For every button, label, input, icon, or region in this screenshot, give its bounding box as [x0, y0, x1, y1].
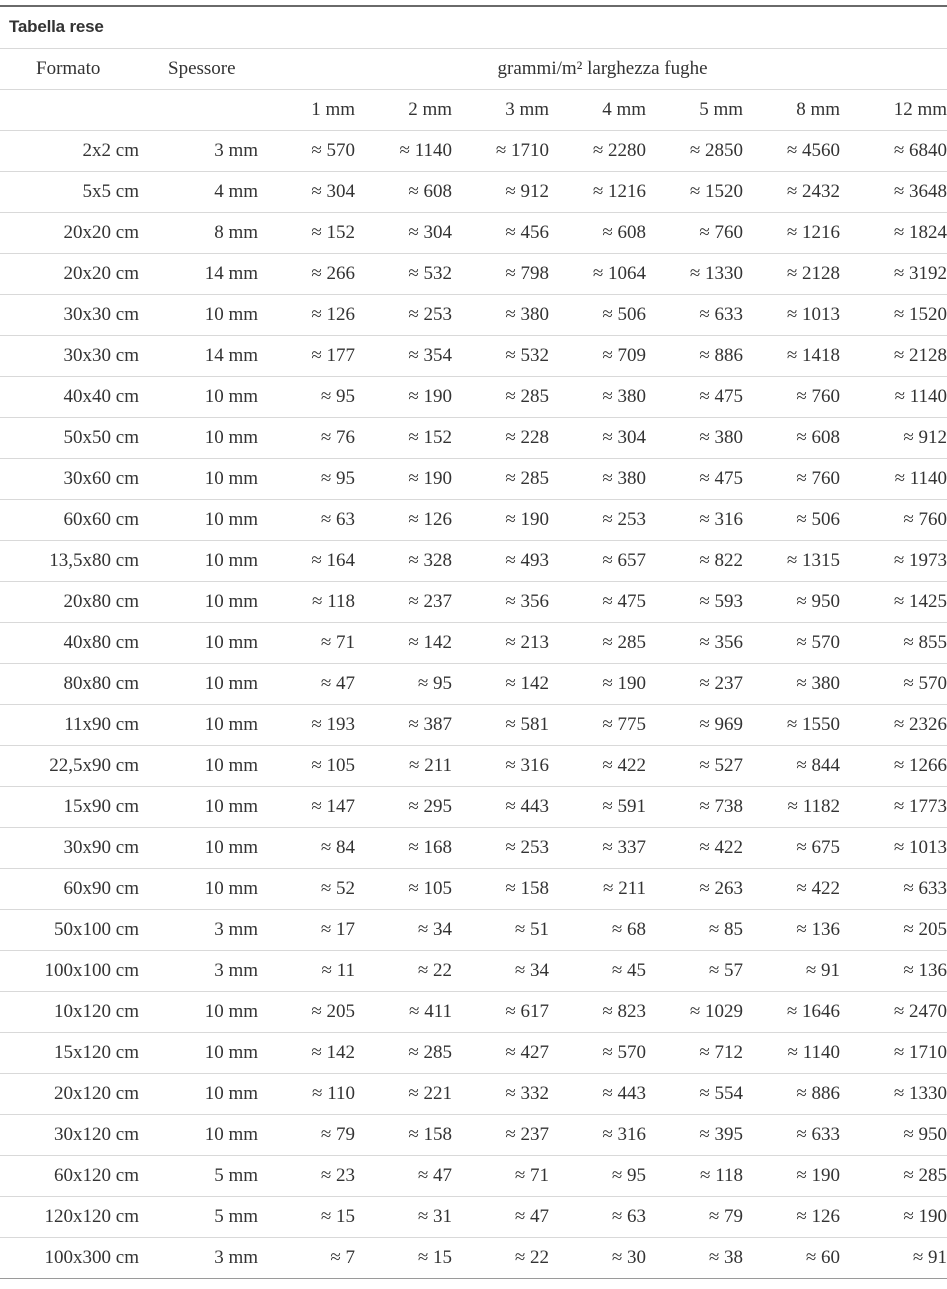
formato-cell: 120x120 cm: [0, 1197, 139, 1238]
yield-value-cell: ≈ 158: [452, 869, 549, 910]
joint-width-header: 2 mm: [355, 90, 452, 131]
yield-value-cell: ≈ 190: [743, 1156, 840, 1197]
spessore-cell: 10 mm: [139, 787, 258, 828]
spessore-header: Spessore: [139, 49, 258, 90]
yield-value-cell: ≈ 211: [549, 869, 646, 910]
yield-value-cell: ≈ 316: [549, 1115, 646, 1156]
yield-value-cell: ≈ 570: [743, 623, 840, 664]
yield-value-cell: ≈ 506: [743, 500, 840, 541]
yield-value-cell: ≈ 110: [258, 1074, 355, 1115]
yield-value-cell: ≈ 68: [549, 910, 646, 951]
spessore-cell: 10 mm: [139, 418, 258, 459]
joint-width-header: 8 mm: [743, 90, 840, 131]
formato-cell: 2x2 cm: [0, 131, 139, 172]
formato-cell: 11x90 cm: [0, 705, 139, 746]
formato-cell: 60x60 cm: [0, 500, 139, 541]
yield-value-cell: ≈ 253: [549, 500, 646, 541]
yield-value-cell: ≈ 95: [258, 377, 355, 418]
formato-cell: 50x50 cm: [0, 418, 139, 459]
formato-cell: 30x30 cm: [0, 336, 139, 377]
table-row: [0, 1197, 947, 1238]
yield-value-cell: ≈ 47: [452, 1197, 549, 1238]
yield-value-cell: ≈ 15: [355, 1238, 452, 1279]
spessore-cell: 14 mm: [139, 254, 258, 295]
yield-value-cell: ≈ 2326: [840, 705, 947, 746]
table-row: [0, 541, 947, 582]
table-row: [0, 1115, 947, 1156]
yield-value-cell: ≈ 164: [258, 541, 355, 582]
yield-value-cell: ≈ 304: [258, 172, 355, 213]
yield-value-cell: ≈ 316: [452, 746, 549, 787]
spessore-cell: 10 mm: [139, 869, 258, 910]
yield-value-cell: ≈ 136: [743, 910, 840, 951]
yield-value-cell: ≈ 205: [258, 992, 355, 1033]
yield-value-cell: ≈ 3648: [840, 172, 947, 213]
yield-value-cell: ≈ 1330: [646, 254, 743, 295]
yield-value-cell: ≈ 34: [355, 910, 452, 951]
yield-value-cell: ≈ 95: [549, 1156, 646, 1197]
yield-value-cell: ≈ 1425: [840, 582, 947, 623]
yield-value-cell: ≈ 2128: [840, 336, 947, 377]
yield-value-cell: ≈ 1266: [840, 746, 947, 787]
yield-value-cell: ≈ 105: [355, 869, 452, 910]
formato-cell: 40x80 cm: [0, 623, 139, 664]
table-row: [0, 705, 947, 746]
yield-value-cell: ≈ 1140: [355, 131, 452, 172]
yield-value-cell: ≈ 95: [355, 664, 452, 705]
yield-value-cell: ≈ 475: [646, 459, 743, 500]
joint-width-header-row: [0, 90, 947, 131]
yield-value-cell: ≈ 190: [549, 664, 646, 705]
yield-value-cell: ≈ 22: [452, 1238, 549, 1279]
yield-value-cell: ≈ 285: [840, 1156, 947, 1197]
formato-cell: 5x5 cm: [0, 172, 139, 213]
yield-value-cell: ≈ 950: [840, 1115, 947, 1156]
yield-value-cell: ≈ 427: [452, 1033, 549, 1074]
yield-value-cell: ≈ 354: [355, 336, 452, 377]
yield-value-cell: ≈ 1824: [840, 213, 947, 254]
spessore-cell: 10 mm: [139, 377, 258, 418]
yield-value-cell: ≈ 380: [452, 295, 549, 336]
table-row: [0, 1074, 947, 1115]
yield-value-cell: ≈ 475: [646, 377, 743, 418]
yield-value-cell: ≈ 657: [549, 541, 646, 582]
yield-value-cell: ≈ 23: [258, 1156, 355, 1197]
table-row: [0, 213, 947, 254]
spessore-cell: 3 mm: [139, 951, 258, 992]
yield-value-cell: ≈ 506: [549, 295, 646, 336]
yield-value-cell: ≈ 422: [646, 828, 743, 869]
yield-value-cell: ≈ 1216: [549, 172, 646, 213]
spessore-cell: 10 mm: [139, 992, 258, 1033]
yield-value-cell: ≈ 886: [646, 336, 743, 377]
yield-value-cell: ≈ 886: [743, 1074, 840, 1115]
formato-cell: 13,5x80 cm: [0, 541, 139, 582]
yield-value-cell: ≈ 285: [549, 623, 646, 664]
yield-value-cell: ≈ 380: [549, 459, 646, 500]
spessore-cell: 5 mm: [139, 1156, 258, 1197]
top-rule: [0, 5, 947, 7]
table-row: [0, 869, 947, 910]
yield-value-cell: ≈ 1216: [743, 213, 840, 254]
yield-value-cell: ≈ 332: [452, 1074, 549, 1115]
yield-value-cell: ≈ 190: [355, 377, 452, 418]
yield-value-cell: ≈ 221: [355, 1074, 452, 1115]
spessore-cell: 10 mm: [139, 459, 258, 500]
yield-value-cell: ≈ 1013: [743, 295, 840, 336]
yield-value-cell: ≈ 456: [452, 213, 549, 254]
yield-value-cell: ≈ 738: [646, 787, 743, 828]
joint-width-header: 4 mm: [549, 90, 646, 131]
spessore-cell: 10 mm: [139, 295, 258, 336]
table-row: [0, 992, 947, 1033]
yield-value-cell: ≈ 633: [840, 869, 947, 910]
table-row: [0, 746, 947, 787]
yield-value-cell: ≈ 570: [258, 131, 355, 172]
formato-cell: 60x90 cm: [0, 869, 139, 910]
table-row: [0, 1156, 947, 1197]
formato-cell: 20x80 cm: [0, 582, 139, 623]
yield-value-cell: ≈ 118: [258, 582, 355, 623]
spessore-cell: 4 mm: [139, 172, 258, 213]
yield-value-cell: ≈ 1182: [743, 787, 840, 828]
table-row: [0, 131, 947, 172]
yield-value-cell: ≈ 328: [355, 541, 452, 582]
yield-value-cell: ≈ 237: [646, 664, 743, 705]
yield-value-cell: ≈ 1330: [840, 1074, 947, 1115]
yield-value-cell: ≈ 213: [452, 623, 549, 664]
joint-width-header: 1 mm: [258, 90, 355, 131]
yield-value-cell: ≈ 158: [355, 1115, 452, 1156]
table-row: [0, 951, 947, 992]
formato-cell: 22,5x90 cm: [0, 746, 139, 787]
yield-value-cell: ≈ 395: [646, 1115, 743, 1156]
yield-value-cell: ≈ 422: [743, 869, 840, 910]
yield-value-cell: ≈ 527: [646, 746, 743, 787]
yield-value-cell: ≈ 285: [355, 1033, 452, 1074]
yield-value-cell: ≈ 147: [258, 787, 355, 828]
yield-value-cell: ≈ 760: [840, 500, 947, 541]
formato-cell: 80x80 cm: [0, 664, 139, 705]
yield-value-cell: ≈ 1418: [743, 336, 840, 377]
yield-value-cell: ≈ 823: [549, 992, 646, 1033]
yield-value-cell: ≈ 205: [840, 910, 947, 951]
yield-value-cell: ≈ 63: [258, 500, 355, 541]
yield-value-cell: ≈ 422: [549, 746, 646, 787]
yield-value-cell: ≈ 237: [355, 582, 452, 623]
spessore-cell: 8 mm: [139, 213, 258, 254]
table-row: [0, 910, 947, 951]
empty-header-cell: [139, 90, 258, 131]
table-row: [0, 459, 947, 500]
yield-value-cell: ≈ 633: [646, 295, 743, 336]
formato-cell: 20x20 cm: [0, 254, 139, 295]
yield-value-cell: ≈ 675: [743, 828, 840, 869]
yield-value-cell: ≈ 285: [452, 459, 549, 500]
yield-value-cell: ≈ 1773: [840, 787, 947, 828]
yield-value-cell: ≈ 63: [549, 1197, 646, 1238]
yield-value-cell: ≈ 193: [258, 705, 355, 746]
yield-value-cell: ≈ 263: [646, 869, 743, 910]
yield-value-cell: ≈ 76: [258, 418, 355, 459]
yield-value-cell: ≈ 118: [646, 1156, 743, 1197]
yield-value-cell: ≈ 316: [646, 500, 743, 541]
spessore-cell: 3 mm: [139, 1238, 258, 1279]
yield-value-cell: ≈ 79: [646, 1197, 743, 1238]
yield-value-cell: ≈ 1710: [840, 1033, 947, 1074]
yield-value-cell: ≈ 337: [549, 828, 646, 869]
yield-value-cell: ≈ 71: [258, 623, 355, 664]
yield-value-cell: ≈ 1520: [646, 172, 743, 213]
yield-value-cell: ≈ 136: [840, 951, 947, 992]
formato-cell: 30x90 cm: [0, 828, 139, 869]
yield-value-cell: ≈ 1710: [452, 131, 549, 172]
table-row: [0, 623, 947, 664]
yield-value-cell: ≈ 30: [549, 1238, 646, 1279]
formato-cell: 15x120 cm: [0, 1033, 139, 1074]
yield-value-cell: ≈ 775: [549, 705, 646, 746]
yield-value-cell: ≈ 608: [743, 418, 840, 459]
spessore-cell: 10 mm: [139, 1033, 258, 1074]
joint-width-group-header: grammi/m² larghezza fughe: [258, 49, 947, 90]
yield-value-cell: ≈ 387: [355, 705, 452, 746]
joint-width-header: 3 mm: [452, 90, 549, 131]
yield-value-cell: ≈ 822: [646, 541, 743, 582]
yield-value-cell: ≈ 85: [646, 910, 743, 951]
formato-cell: 100x300 cm: [0, 1238, 139, 1279]
table-row: [0, 664, 947, 705]
yield-value-cell: ≈ 356: [452, 582, 549, 623]
spessore-cell: 10 mm: [139, 541, 258, 582]
formato-cell: 40x40 cm: [0, 377, 139, 418]
yield-value-cell: ≈ 1140: [840, 459, 947, 500]
yield-value-cell: ≈ 709: [549, 336, 646, 377]
formato-cell: 10x120 cm: [0, 992, 139, 1033]
yield-value-cell: ≈ 105: [258, 746, 355, 787]
spessore-cell: 10 mm: [139, 1115, 258, 1156]
table-row: [0, 295, 947, 336]
yield-value-cell: ≈ 1140: [840, 377, 947, 418]
yield-value-cell: ≈ 3192: [840, 254, 947, 295]
spessore-cell: 14 mm: [139, 336, 258, 377]
yield-value-cell: ≈ 190: [840, 1197, 947, 1238]
spessore-cell: 10 mm: [139, 623, 258, 664]
yield-value-cell: ≈ 285: [452, 377, 549, 418]
yield-value-cell: ≈ 554: [646, 1074, 743, 1115]
formato-cell: 20x120 cm: [0, 1074, 139, 1115]
yield-value-cell: ≈ 608: [355, 172, 452, 213]
yield-value-cell: ≈ 126: [355, 500, 452, 541]
yield-value-cell: ≈ 570: [840, 664, 947, 705]
yield-value-cell: ≈ 91: [743, 951, 840, 992]
yield-value-cell: ≈ 228: [452, 418, 549, 459]
formato-cell: 30x120 cm: [0, 1115, 139, 1156]
table-row: [0, 787, 947, 828]
yield-value-cell: ≈ 855: [840, 623, 947, 664]
yield-value-cell: ≈ 570: [549, 1033, 646, 1074]
yield-value-cell: ≈ 17: [258, 910, 355, 951]
yield-value-cell: ≈ 969: [646, 705, 743, 746]
yield-value-cell: ≈ 912: [452, 172, 549, 213]
yield-value-cell: ≈ 15: [258, 1197, 355, 1238]
spessore-cell: 10 mm: [139, 582, 258, 623]
yield-value-cell: ≈ 760: [646, 213, 743, 254]
table-row: [0, 254, 947, 295]
yield-value-cell: ≈ 45: [549, 951, 646, 992]
yield-value-cell: ≈ 760: [743, 459, 840, 500]
yield-value-cell: ≈ 617: [452, 992, 549, 1033]
yield-value-cell: ≈ 475: [549, 582, 646, 623]
empty-header-cell: [0, 90, 139, 131]
yield-value-cell: ≈ 79: [258, 1115, 355, 1156]
spessore-cell: 3 mm: [139, 131, 258, 172]
formato-cell: 100x100 cm: [0, 951, 139, 992]
spessore-cell: 10 mm: [139, 828, 258, 869]
yield-value-cell: ≈ 152: [355, 418, 452, 459]
yield-value-cell: ≈ 1520: [840, 295, 947, 336]
yield-value-cell: ≈ 84: [258, 828, 355, 869]
yield-value-cell: ≈ 593: [646, 582, 743, 623]
yield-value-cell: ≈ 266: [258, 254, 355, 295]
spessore-cell: 10 mm: [139, 1074, 258, 1115]
yield-value-cell: ≈ 7: [258, 1238, 355, 1279]
yield-value-cell: ≈ 51: [452, 910, 549, 951]
yield-value-cell: ≈ 60: [743, 1238, 840, 1279]
yield-value-cell: ≈ 142: [258, 1033, 355, 1074]
yield-value-cell: ≈ 1550: [743, 705, 840, 746]
yield-value-cell: ≈ 253: [355, 295, 452, 336]
formato-cell: 30x60 cm: [0, 459, 139, 500]
yield-value-cell: ≈ 1029: [646, 992, 743, 1033]
yield-value-cell: ≈ 591: [549, 787, 646, 828]
joint-width-header: 5 mm: [646, 90, 743, 131]
table-row: [0, 377, 947, 418]
table-row: [0, 1238, 947, 1279]
yield-value-cell: ≈ 1064: [549, 254, 646, 295]
spessore-cell: 10 mm: [139, 746, 258, 787]
yield-value-cell: ≈ 532: [452, 336, 549, 377]
yield-value-cell: ≈ 443: [549, 1074, 646, 1115]
yield-value-cell: ≈ 581: [452, 705, 549, 746]
spessore-cell: 10 mm: [139, 705, 258, 746]
formato-cell: 30x30 cm: [0, 295, 139, 336]
yield-table: [0, 48, 947, 1279]
yield-value-cell: ≈ 380: [646, 418, 743, 459]
yield-value-cell: ≈ 1973: [840, 541, 947, 582]
table-row: [0, 336, 947, 377]
yield-value-cell: ≈ 2280: [549, 131, 646, 172]
yield-value-cell: ≈ 1646: [743, 992, 840, 1033]
yield-value-cell: ≈ 712: [646, 1033, 743, 1074]
yield-value-cell: ≈ 1315: [743, 541, 840, 582]
yield-value-cell: ≈ 152: [258, 213, 355, 254]
yield-value-cell: ≈ 31: [355, 1197, 452, 1238]
formato-cell: 50x100 cm: [0, 910, 139, 951]
formato-cell: 15x90 cm: [0, 787, 139, 828]
yield-value-cell: ≈ 126: [258, 295, 355, 336]
yield-value-cell: ≈ 71: [452, 1156, 549, 1197]
yield-value-cell: ≈ 304: [549, 418, 646, 459]
yield-value-cell: ≈ 950: [743, 582, 840, 623]
yield-value-cell: ≈ 380: [549, 377, 646, 418]
yield-value-cell: ≈ 190: [355, 459, 452, 500]
yield-value-cell: ≈ 912: [840, 418, 947, 459]
yield-value-cell: ≈ 168: [355, 828, 452, 869]
yield-value-cell: ≈ 91: [840, 1238, 947, 1279]
spessore-cell: 10 mm: [139, 500, 258, 541]
yield-value-cell: ≈ 380: [743, 664, 840, 705]
yield-value-cell: ≈ 142: [452, 664, 549, 705]
yield-value-cell: ≈ 57: [646, 951, 743, 992]
table-row: [0, 418, 947, 459]
yield-value-cell: ≈ 1140: [743, 1033, 840, 1074]
yield-value-cell: ≈ 237: [452, 1115, 549, 1156]
yield-value-cell: ≈ 2470: [840, 992, 947, 1033]
table-row: [0, 172, 947, 213]
table-row: [0, 1033, 947, 1074]
yield-value-cell: ≈ 844: [743, 746, 840, 787]
table-body: [0, 131, 947, 1279]
yield-value-cell: ≈ 47: [355, 1156, 452, 1197]
yield-value-cell: ≈ 493: [452, 541, 549, 582]
yield-value-cell: ≈ 52: [258, 869, 355, 910]
yield-value-cell: ≈ 177: [258, 336, 355, 377]
table-header-row: [0, 49, 947, 90]
yield-value-cell: ≈ 295: [355, 787, 452, 828]
yield-value-cell: ≈ 608: [549, 213, 646, 254]
yield-value-cell: ≈ 633: [743, 1115, 840, 1156]
table-title: Tabella rese: [9, 17, 104, 36]
yield-value-cell: ≈ 142: [355, 623, 452, 664]
yield-value-cell: ≈ 443: [452, 787, 549, 828]
yield-value-cell: ≈ 95: [258, 459, 355, 500]
yield-value-cell: ≈ 253: [452, 828, 549, 869]
yield-value-cell: ≈ 304: [355, 213, 452, 254]
yield-value-cell: ≈ 356: [646, 623, 743, 664]
spessore-cell: 10 mm: [139, 664, 258, 705]
formato-header: Formato: [0, 49, 139, 90]
table-row: [0, 828, 947, 869]
formato-cell: 60x120 cm: [0, 1156, 139, 1197]
table-row: [0, 500, 947, 541]
yield-value-cell: ≈ 38: [646, 1238, 743, 1279]
formato-cell: 20x20 cm: [0, 213, 139, 254]
yield-value-cell: ≈ 6840: [840, 131, 947, 172]
table-row: [0, 582, 947, 623]
yield-value-cell: ≈ 22: [355, 951, 452, 992]
yield-value-cell: ≈ 2432: [743, 172, 840, 213]
yield-value-cell: ≈ 2850: [646, 131, 743, 172]
yield-value-cell: ≈ 190: [452, 500, 549, 541]
yield-value-cell: ≈ 47: [258, 664, 355, 705]
yield-value-cell: ≈ 1013: [840, 828, 947, 869]
yield-value-cell: ≈ 411: [355, 992, 452, 1033]
yield-value-cell: ≈ 532: [355, 254, 452, 295]
yield-value-cell: ≈ 34: [452, 951, 549, 992]
yield-value-cell: ≈ 798: [452, 254, 549, 295]
yield-value-cell: ≈ 11: [258, 951, 355, 992]
yield-value-cell: ≈ 2128: [743, 254, 840, 295]
yield-value-cell: ≈ 760: [743, 377, 840, 418]
yield-value-cell: ≈ 126: [743, 1197, 840, 1238]
yield-value-cell: ≈ 211: [355, 746, 452, 787]
spessore-cell: 5 mm: [139, 1197, 258, 1238]
spessore-cell: 3 mm: [139, 910, 258, 951]
yield-value-cell: ≈ 4560: [743, 131, 840, 172]
joint-width-header: 12 mm: [840, 90, 947, 131]
